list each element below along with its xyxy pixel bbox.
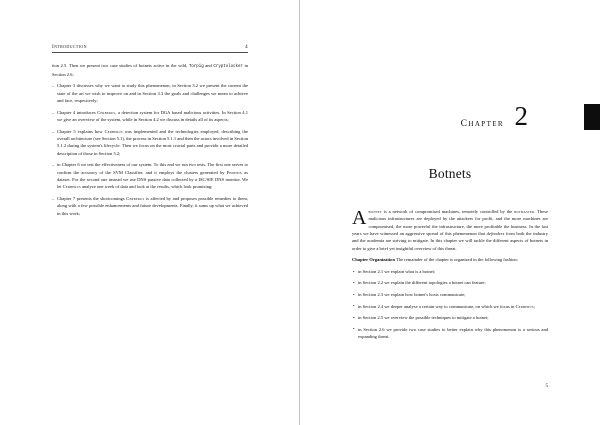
lead-smallcaps: botnet — [368, 209, 382, 214]
chapter-title: Botnets — [428, 166, 472, 181]
running-head — [52, 44, 248, 53]
list-item: – Chapter 7 presents the shortcomings Cerberus is affected by and proposes possible remedies to them, along with a few possible enhancements and future developments. Finally, it sums up what we achieved in this work; — [52, 195, 248, 217]
left-page-text-block — [52, 44, 248, 221]
lead-paragraph-text: is a network of compromised machines, remotely controlled by the botmaster. These malicious infrastructures are deployed by the attackers for profit, and the more machines are compromised, the more powerful the infrastructure, the more profitable the business. In the last years we have witnessed an aggressive spread of this phenomenon that defenders from both the industry and the academia are striving to mitigate. In this chapter we will tackle the different aspects of botnets in order to give a brief yet insightful overview of this threat. — [352, 209, 548, 251]
running-head-title: Introduction — [52, 44, 87, 50]
right-page-text-block — [352, 44, 548, 345]
chapter-header — [352, 102, 548, 154]
chapter-organization-label: Chapter Organization — [352, 257, 395, 263]
page-folio: 5 — [545, 383, 548, 389]
list-item: – in Chapter 6 we test the effectiveness of our system. To this end we run two tests. The first one serves to confirm the accuracy of the SVM Classifier, and it employs the clusters generated by Phoenix as dataset. For the second one instead we use DNS passive data collected by a ISC/SIE DNS monitor. We let Cerberus analyze one week of data and look at the results, which look promising; — [52, 161, 248, 190]
opening-paragraph — [352, 208, 548, 252]
chapter-organization-text: The remainder of the chapter is organized in the following fashion: — [396, 257, 518, 263]
left-body-column — [52, 62, 248, 217]
chapter-outline-list — [52, 82, 248, 217]
running-head-folio: 4 — [245, 44, 248, 50]
list-item: • in Section 2.4 we deeper analyse a certain way to communicate, on which we focus in Cerberus; — [352, 303, 548, 310]
continuation-paragraph: tion 2.5. Then we present two case studies of botnets active in the wild, Torpig and Cryptolocker in Section 2.6; — [52, 63, 248, 77]
list-item: – Chapter 5 explains how Cerberus was implemented and the technologies employed, describing the overall architecture (see Section 5.1), the process in Section 5.1.1 and then the actors involved in Section 5.1.2 during the system's lifecycle. Then we focus on the most crucial parts and provide a more detailed description of those in Section 5.2; — [52, 128, 248, 157]
chapter-label: Chapter — [460, 119, 504, 129]
chapter-thumb-marker — [584, 104, 600, 130]
chapter-number: 2 — [514, 101, 528, 131]
list-item: • in Section 2.2 we explain the different topologies a botnet can feature; — [352, 279, 548, 286]
list-item: • in Section 2.1 we explain what is a botnet; — [352, 268, 548, 275]
list-item: • in Section 2.6 we provide two case studies to better explain why this phenomenon is a serious and expanding threat. — [352, 326, 548, 341]
list-item: – Chapter 4 introduces Cerberus, a detection system for DGA based malicious activities. In Section 4.1 we give an overview of the system, while in Section 4.2 we discuss in details all of its aspects; — [52, 109, 248, 124]
chapter-organization-paragraph — [352, 256, 548, 263]
right-body-column — [352, 208, 548, 340]
drop-cap: A — [352, 207, 367, 229]
section-overview-list — [352, 268, 548, 340]
right-page — [300, 0, 600, 425]
list-item: – Chapter 3 discusses why we want to study this phenomenon, in Section 3.2 we present the current the state of the art we wish to improve on and in Section 3.3 the goals and challenges we mean to achieve and face, respectively; — [52, 82, 248, 104]
list-item: • in Section 2.3 we explain how botnet's hosts communicate; — [352, 291, 548, 298]
list-item: • in Section 2.5 we overview the possible techniques to mitigate a botnet; — [352, 314, 548, 321]
